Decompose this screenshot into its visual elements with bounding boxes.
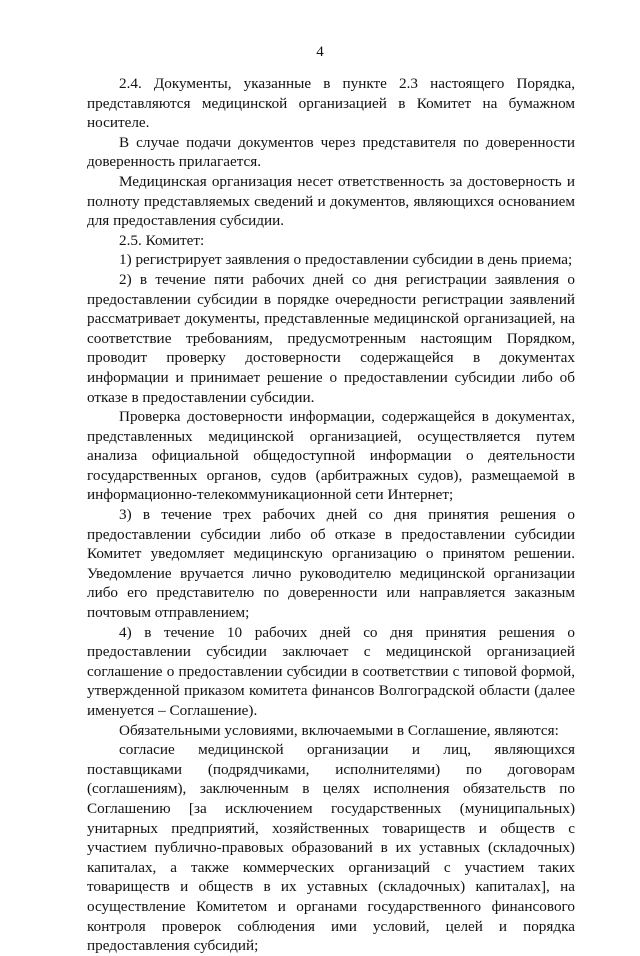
paragraph-2-5: 2.5. Комитет: bbox=[119, 231, 205, 249]
paragraph-mandatory-conditions: Обязательными условиями, включаемыми в Соглашение, являются: bbox=[119, 721, 559, 739]
list-item-2: 2) в течение пяти рабочих дней со дня регистрации заявления о предоставлении субсидии в порядке очередности регистрации заявлений рассматривает документы, представленные медицинской организацией, на соответствие требованиям, предусмотренным настоящим Порядком, проводит проверку достоверности содержащейся в документах информации и принимает решение о предоставлении субсидии либо об отказе в предоставлении субсидии. bbox=[87, 270, 575, 406]
paragraph-proxy: В случае подачи документов через представителя по доверенности доверенность прилагается. bbox=[87, 133, 575, 171]
list-item-3: 3) в течение трех рабочих дней со дня принятия решения о предоставлении субсидии либо об отказе в предоставлении субсидии Комитет уведомляет медицинскую организацию о принятом решении. Уведомление вручается лично руководителю медицинской организации либо его представителю по доверенности или направляется заказным почтовым отправлением; bbox=[87, 506, 575, 622]
paragraph-2-4: 2.4. Документы, указанные в пункте 2.3 настоящего Порядка, представляются медицинской организацией в Комитет на бумажном носителе. bbox=[87, 75, 575, 132]
paragraph-responsibility: Медицинская организация несет ответственность за достоверность и полноту представляемых сведений и документов, являющихся основанием для предоставления субсидии. bbox=[87, 172, 575, 230]
list-item-1: 1) регистрирует заявления о предоставлении субсидии в день приема; bbox=[119, 251, 573, 269]
page-number: 4 bbox=[316, 44, 324, 60]
document-body bbox=[87, 74, 575, 956]
list-item-4: 4) в течение 10 рабочих дней со дня принятия решения о предоставлении субсидии заключает с медицинской организацией соглашение о предоставлении субсидии в соответствии с типовой формой, утвержденной приказом комитета финансов Волгоградской области (далее именуется – Соглашение). bbox=[87, 623, 575, 719]
paragraph-consent: согласие медицинской организации и лиц, являющихся поставщиками (подрядчиками, исполнителями) по договорам (соглашениям), заключенным в целях исполнения обязательств по Соглашению [за исключением государственных (муниципальных) унитарных предприятий, хозяйственных товариществ и обществ с участием публично-правовых образований в их уставных (складочных) капиталах, а также коммерческих организаций с участием таких товариществ и обществ в их уставных (складочных) капиталах], на осуществление Комитетом и органами государственного финансового контроля проверок соблюдения ими условий, целей и порядка предоставления субсидий; bbox=[87, 741, 575, 955]
paragraph-verification: Проверка достоверности информации, содержащейся в документах, представленных медицинской организацией, осуществляется путем анализа официальной общедоступной информации о деятельности государственных органов, судов (арбитражных судов), размещаемой в информационно-телекоммуникационной сети Интернет; bbox=[87, 408, 575, 504]
